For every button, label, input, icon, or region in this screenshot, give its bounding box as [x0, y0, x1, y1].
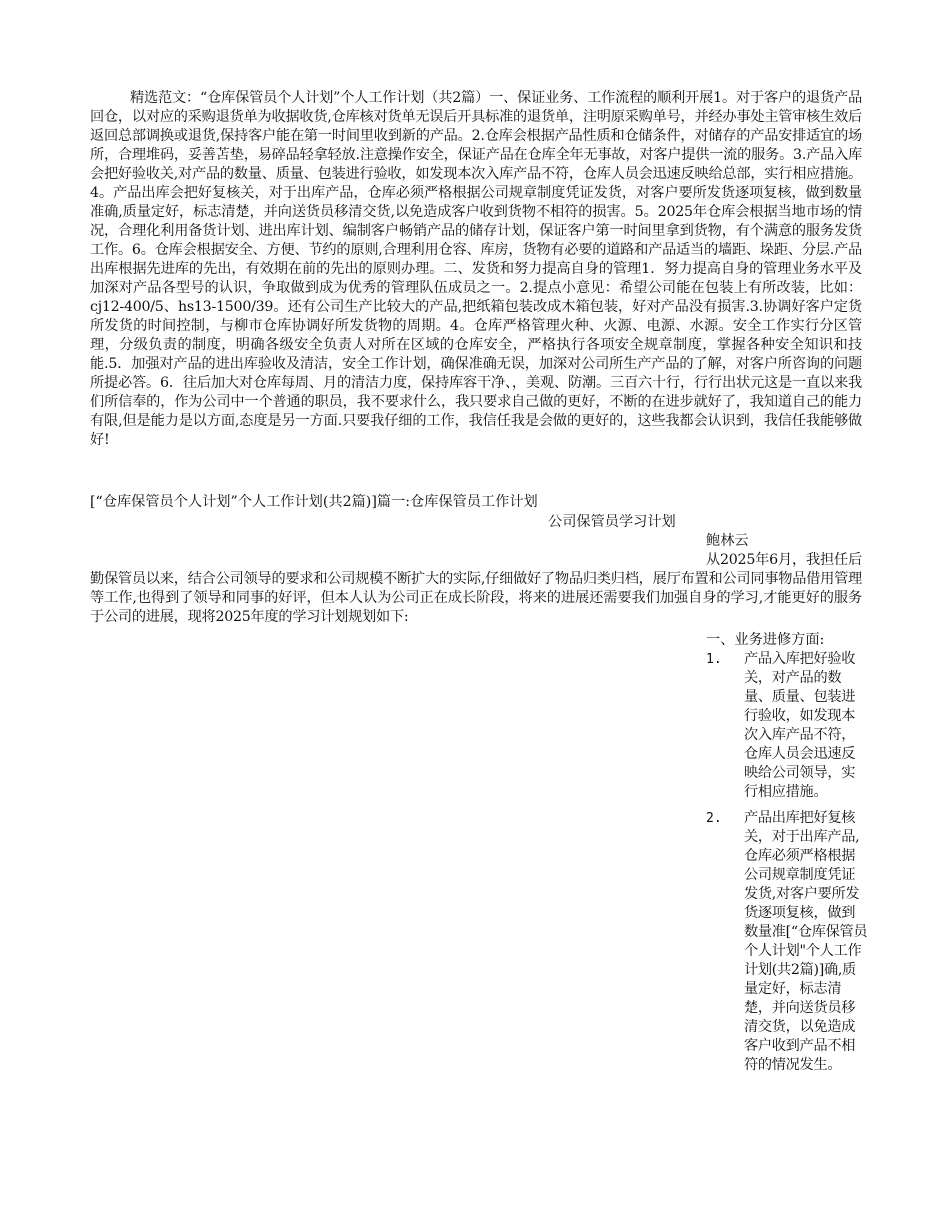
list-item-number: 2. — [706, 811, 722, 826]
section-heading: 一、业务进修方面: — [706, 632, 825, 648]
section-title: 公司保管员学习计划 — [548, 514, 676, 530]
body-paragraph-1: 精选范文：“仓库保管员个人计划”个人工作计划（共2篇）一、保证业务、工作流程的顺利开展1。对于客户的退货产品回仓，以对应的采购退货单为收据收货,仓库核对货单无误后开具标准的退货单，注明原采购单号，并经办事处主管审核生效后返回总部调换或退货,保持客户能在第一时间里收到新的产品。2.仓库会根据产品性质和仓储条件，对储存的产品安排适宜的场所，合理堆码，妥善苫垫，易碎品轻拿轻放.注意操作安全，保证产品在仓库全年无事故，对客户提供一流的服务。3.产品入库会把好验收关,对产品的数量、质量、包装进行验收，如发现本次入库产品不符，仓库人员会迅速反映给总部，实行相应措施。4。产品出库会把好复核关，对于出库产品，仓库必须严格根据公司规章制度凭证发货，对客户要所发货逐项复核，做到数量准确,质量定好，标志清楚，并向送货员移清交货,以免造成客户收到货物不相符的损害。5。2025年仓库会根据当地市场的情况，合理化利用备货计划、进出库计划、编制客户畅销产品的储存计划，保证客户第一时间里拿到货物，有个满意的服务发货工作。6。仓库会根据安全、方便、节约的原则,合理利用仓容、库房，货物有必要的道路和产品适当的墙距、垛距、分层.产品出库根据先进库的先出，有效期在前的先出的原则办理。二、发货和努力提高自身的管理1．努力提高自身的管理业务水平及加深对产品各型号的认识，争取做到成为优秀的管理队伍成员之一。2.提点小意见：希望公司能在包装上有所改装，比如：cj12-400/5、hs13-1500/39。还有公司生产比较大的产品,把纸箱包装改成木箱包装，好对产品没有损害.3.协调好客户定货所发货的时间控制，与柳市仓库协调好所发货物的周期。4。仓库严格管理火种、火源、电源、水源。安全工作实行分区管理，分级负责的制度，明确各级安全负责人对所在区域的仓库安全，严格执行各项安全规章制度，掌握各种安全知识和技能.5．加强对产品的进出库验收及清洁，安全工作计划，确保准确无误，加深对公司所生产产品的了解，对客户所咨询的问题所提必答。6．往后加大对仓库每周、月的清洁力度，保持库容干净、，美观、防潮。三百六十行，行行出状元这是一直以来我们所信奉的，作为公司中一个普通的职员，我不要求什么，我只要求自己做的更好，不断的在进步就好了，我知道自己的能力有限,但是能力是以方面,态度是另一方面.只要我仔细的工作，我信任我是会做的更好的，这些我都会认识到，我信任我能够做好! — [90, 90, 862, 448]
list-item-text: 产品出库把好复核关，对于出库产品,仓库必须严格根据公司规章制度凭证发货,对客户要所发货逐项复核，做到数量准[“仓库保管员个人计划"个人工作计划(共2篇)]确,质量定好，标志清楚，并向送货员移清交货，以免造成客户收到产品不相符的情况发生。 — [744, 810, 868, 1073]
list-item-number: 1. — [706, 652, 722, 667]
author-name: 鲍林云 — [706, 533, 749, 549]
body-paragraph-2: 从2025年6月，我担任后勤保管员以来，结合公司领导的要求和公司规模不断扩大的实际,仔细做好了物品归类归档，展厅布置和公司同事物品借用管理等工作,也得到了领导和同事的好评，但本人认为公司正在成长阶段，将来的进展还需要我们加强自身的学习,才能更好的服务于公司的进展，现将2025年度的学习计划规划如下: — [90, 552, 862, 625]
list-item-text: 产品入库把好验收关，对产品的数量、质量、包装进行验收，如发现本次入库产品不符，仓库人员会迅速反映给公司领导，实行相应措施。 — [744, 651, 856, 800]
document-title-line: [“仓库保管员个人计划”个人工作计划(共2篇)]篇一:仓库保管员工作计划 — [90, 494, 538, 510]
